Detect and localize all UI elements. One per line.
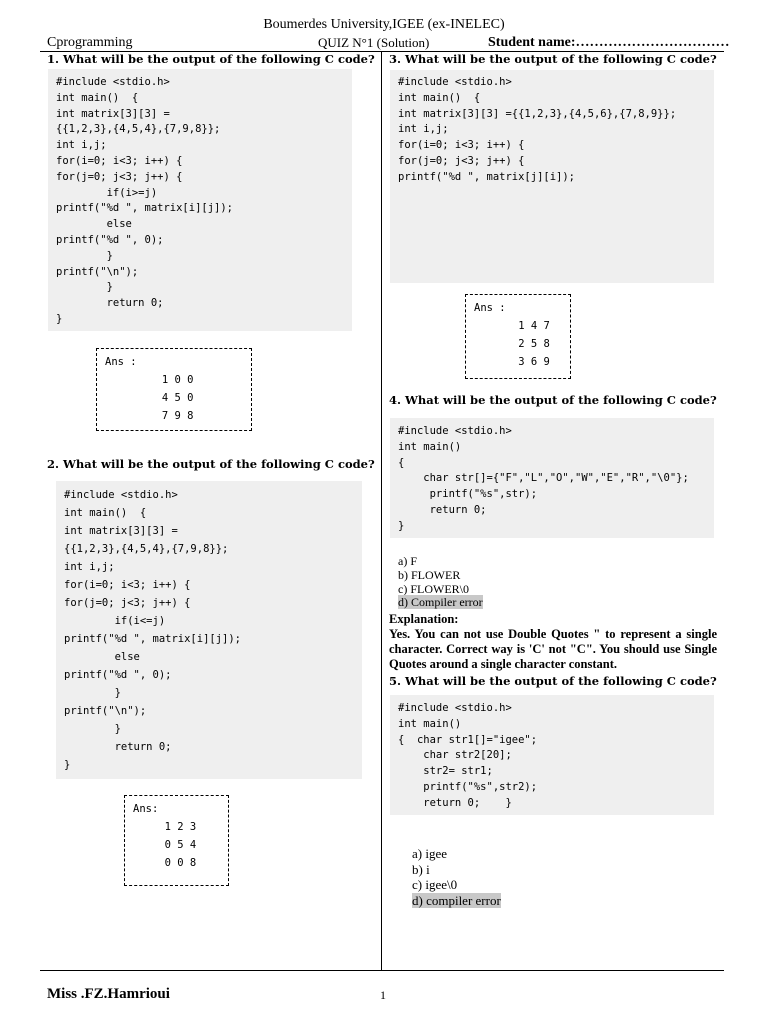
- answer-line: 4 5 0: [105, 392, 194, 404]
- code-line: for(i=0; i<3; i++) {: [398, 139, 525, 152]
- code-line: printf("%s",str);: [398, 488, 538, 501]
- option-b: b) FLOWER: [398, 567, 461, 582]
- code-line: { char str1[]="igee";: [398, 733, 538, 746]
- code-line: char str[]={"F","L","O","W","E","R","\0"};: [398, 472, 689, 485]
- question-3-answer-box: [465, 294, 571, 379]
- code-line: printf("%d ", matrix[i][j]);: [64, 633, 242, 645]
- option-a: a) F: [398, 554, 417, 568]
- code-line: int main() {: [56, 91, 139, 104]
- code-line: if(i>=j): [56, 186, 158, 199]
- code-line: }: [56, 312, 63, 325]
- code-line: for(i=0; i<3; i++) {: [64, 579, 191, 591]
- code-line: #include <stdio.h>: [64, 489, 178, 501]
- answer-line: 1 2 3: [133, 821, 197, 833]
- code-line: printf("\n");: [56, 265, 139, 278]
- code-line: int main() {: [398, 91, 481, 104]
- question-5-title: 5. What will be the output of the following C code?: [389, 674, 717, 688]
- code-line: }: [398, 519, 405, 532]
- answer-line: 0 0 8: [133, 857, 197, 869]
- option-d-correct: d) compiler error: [412, 892, 501, 908]
- code-line: if(i<=j): [64, 615, 166, 627]
- column-divider: [381, 52, 382, 971]
- answer-line: Ans :: [105, 356, 137, 368]
- code-line: return 0;: [56, 297, 164, 310]
- code-line: #include <stdio.h>: [56, 76, 170, 88]
- option-b: b) i: [412, 861, 430, 877]
- answer-line: 1 0 0: [105, 374, 194, 386]
- question-2-answer-box: [124, 795, 229, 886]
- code-line: for(j=0; j<3; j++) {: [56, 170, 183, 183]
- code-line: }: [64, 687, 121, 699]
- code-line: #include <stdio.h>: [398, 702, 512, 714]
- code-line: {{1,2,3},{4,5,4},{7,9,8}};: [64, 543, 229, 555]
- code-line: int main(): [398, 440, 462, 453]
- code-line: return 0; }: [398, 796, 512, 809]
- question-1-title: 1. What will be the output of the following C code?: [47, 52, 375, 66]
- code-line: #include <stdio.h>: [398, 76, 512, 88]
- code-line: int i,j;: [56, 139, 107, 152]
- code-line: for(i=0; i<3; i++) {: [56, 154, 183, 167]
- code-line: char str2[20];: [398, 749, 512, 762]
- explanation-text: Yes. You can not use Double Quotes " to represent a single character. Correct way is 'C' not "C". You should use Single Quotes around a single character constant.: [389, 627, 717, 671]
- option-a: a) igee: [412, 846, 448, 861]
- answer-line: 2 5 8: [474, 338, 550, 350]
- question-3-title: 3. What will be the output of the following C code?: [389, 52, 717, 66]
- code-line: printf("%d ", 0);: [64, 669, 172, 681]
- code-line: }: [56, 281, 113, 294]
- code-line: return 0;: [398, 503, 487, 516]
- code-line: str2= str1;: [398, 765, 493, 778]
- student-name-field: Student name:……………………………: [488, 35, 730, 50]
- option-c: c) FLOWER\0: [398, 581, 469, 596]
- question-2-code: [56, 481, 362, 779]
- code-line: int matrix[3][3] =: [56, 107, 170, 120]
- code-line: printf("%d ", matrix[i][j]);: [56, 202, 234, 215]
- course-name: Cprogramming: [47, 35, 133, 50]
- code-line: int i,j;: [64, 561, 115, 573]
- code-line: int matrix[3][3] ={{1,2,3},{4,5,6},{7,8,9}};: [398, 107, 677, 120]
- answer-line: 1 4 7: [474, 320, 550, 332]
- footer-divider: [40, 970, 724, 971]
- answer-line: 0 5 4: [133, 839, 197, 851]
- option-d-correct: d) Compiler error: [398, 595, 483, 610]
- code-line: else: [56, 218, 132, 231]
- answer-line: Ans :: [474, 302, 506, 314]
- code-line: }: [64, 723, 121, 735]
- code-line: {: [398, 456, 405, 469]
- code-line: }: [64, 759, 71, 771]
- page-number: 1: [380, 988, 386, 1002]
- code-line: printf("%d ", matrix[j][i]);: [398, 170, 576, 183]
- question-5-code: [390, 695, 714, 815]
- answer-line: 7 9 8: [105, 410, 194, 422]
- question-3-code: [390, 70, 714, 283]
- code-line: return 0;: [64, 741, 172, 753]
- code-line: int main() {: [64, 507, 147, 519]
- author-name: Miss .FZ.Hamrioui: [47, 986, 170, 1002]
- question-4-code: [390, 418, 714, 538]
- explanation-label: Explanation:: [389, 612, 459, 626]
- question-1-answer-box: [96, 348, 252, 431]
- question-4-options: [398, 555, 483, 610]
- answer-line: Ans:: [133, 803, 159, 815]
- code-line: for(j=0; j<3; j++) {: [64, 597, 191, 609]
- document-title: Boumerdes University,IGEE (ex-INELEC): [263, 17, 505, 32]
- code-line: }: [56, 249, 113, 262]
- code-line: int i,j;: [398, 123, 449, 136]
- question-4-explanation: [389, 612, 717, 672]
- code-line: printf("%s",str2);: [398, 780, 538, 793]
- code-line: #include <stdio.h>: [398, 425, 512, 437]
- answer-line: 3 6 9: [474, 356, 550, 368]
- question-5-options: [412, 846, 501, 908]
- option-c: c) igee\0: [412, 877, 458, 892]
- code-line: printf("%d ", 0);: [56, 233, 164, 246]
- code-line: int main(): [398, 717, 462, 730]
- code-line: for(j=0; j<3; j++) {: [398, 154, 525, 167]
- question-4-title: 4. What will be the output of the following C code?: [389, 393, 717, 407]
- quiz-title: QUIZ N°1 (Solution): [318, 35, 430, 50]
- code-line: int matrix[3][3] =: [64, 525, 178, 537]
- question-2-title: 2. What will be the output of the following C code?: [47, 457, 375, 471]
- code-line: {{1,2,3},{4,5,4},{7,9,8}};: [56, 123, 221, 136]
- code-line: else: [64, 651, 140, 663]
- question-1-code: [48, 69, 352, 331]
- code-line: printf("\n");: [64, 705, 147, 717]
